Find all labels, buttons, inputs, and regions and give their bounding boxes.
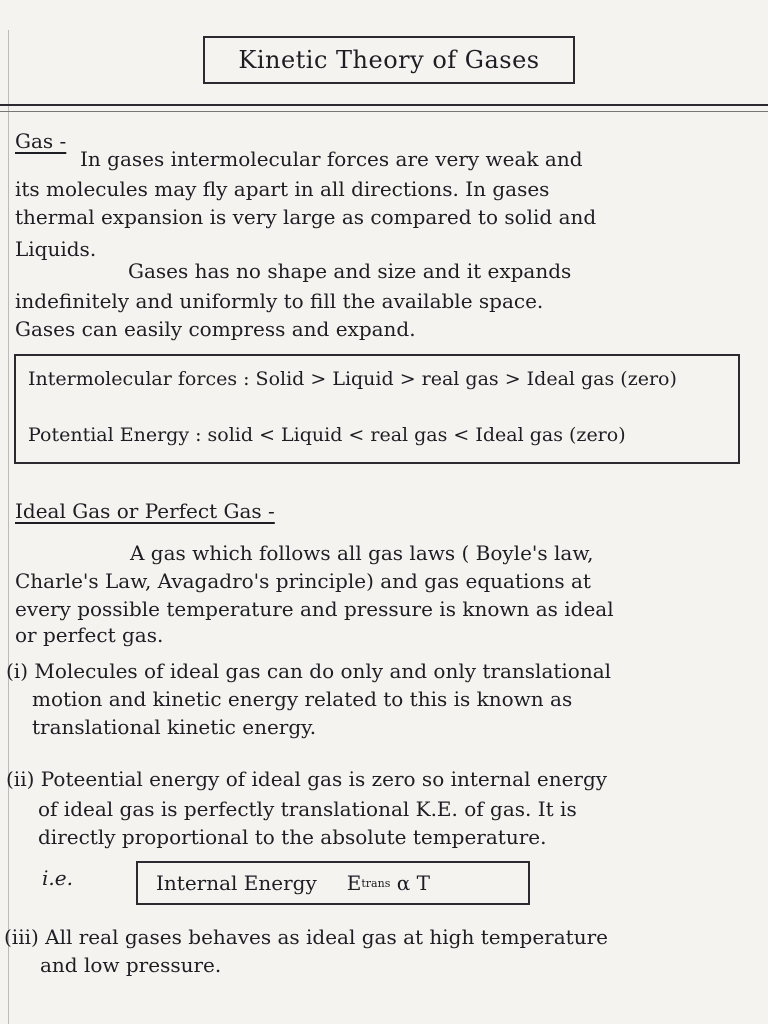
formula-relation: α T (396, 871, 430, 895)
gas-line-7: Gases can easily compress and expand. (15, 317, 416, 341)
point-1-line-1: (i) Molecules of ideal gas can do only and only translational (6, 659, 612, 683)
internal-energy-formula-box (136, 861, 530, 905)
point-3-line-1: (iii) All real gases behaves as ideal gas at high temperature (4, 925, 608, 949)
point-1-line-3: translational kinetic energy. (32, 715, 317, 739)
page-title (203, 36, 575, 84)
energy-comparison: Potential Energy : solid < Liquid < real gas < Ideal gas (zero) (28, 424, 626, 446)
gas-line-3: thermal expansion is very large as compared to solid and (15, 205, 597, 229)
title-text: Kinetic Theory of Gases (238, 46, 540, 74)
point-2-line-3: directly proportional to the absolute temperature. (38, 825, 547, 849)
gas-heading: Gas - (15, 129, 67, 153)
gas-line-5: Gases has no shape and size and it expands (128, 259, 572, 283)
formula-subscript: trans (361, 876, 391, 890)
gas-line-1: In gases intermolecular forces are very weak and (80, 147, 583, 171)
header-rule-secondary (0, 111, 768, 112)
forces-comparison: Intermolecular forces : Solid > Liquid > real gas > Ideal gas (zero) (28, 368, 677, 390)
point-2-line-1: (ii) Poteential energy of ideal gas is zero so internal energy (6, 767, 608, 791)
gas-line-2: its molecules may fly apart in all directions. In gases (15, 177, 550, 201)
comparison-box (14, 354, 740, 464)
ie-label: i.e. (42, 866, 73, 890)
ideal-line-3: every possible temperature and pressure is known as ideal (15, 597, 614, 621)
gas-line-4: Liquids. (15, 237, 97, 261)
gas-line-6: indefinitely and uniformly to fill the available space. (15, 289, 544, 313)
ideal-line-4: or perfect gas. (15, 623, 164, 647)
ideal-gas-heading: Ideal Gas or Perfect Gas - (15, 499, 275, 523)
ideal-line-2: Charle's Law, Avagadro's principle) and gas equations at (15, 569, 591, 593)
point-3-line-2: and low pressure. (40, 953, 222, 977)
header-rule (0, 104, 768, 106)
ideal-line-1: A gas which follows all gas laws ( Boyle's law, (130, 541, 594, 565)
margin-line (8, 30, 9, 1024)
formula-left: Internal Energy (156, 871, 317, 895)
formula-symbol: E (346, 871, 362, 895)
point-1-line-2: motion and kinetic energy related to this is known as (32, 687, 573, 711)
point-2-line-2: of ideal gas is perfectly translational K.E. of gas. It is (38, 797, 577, 821)
